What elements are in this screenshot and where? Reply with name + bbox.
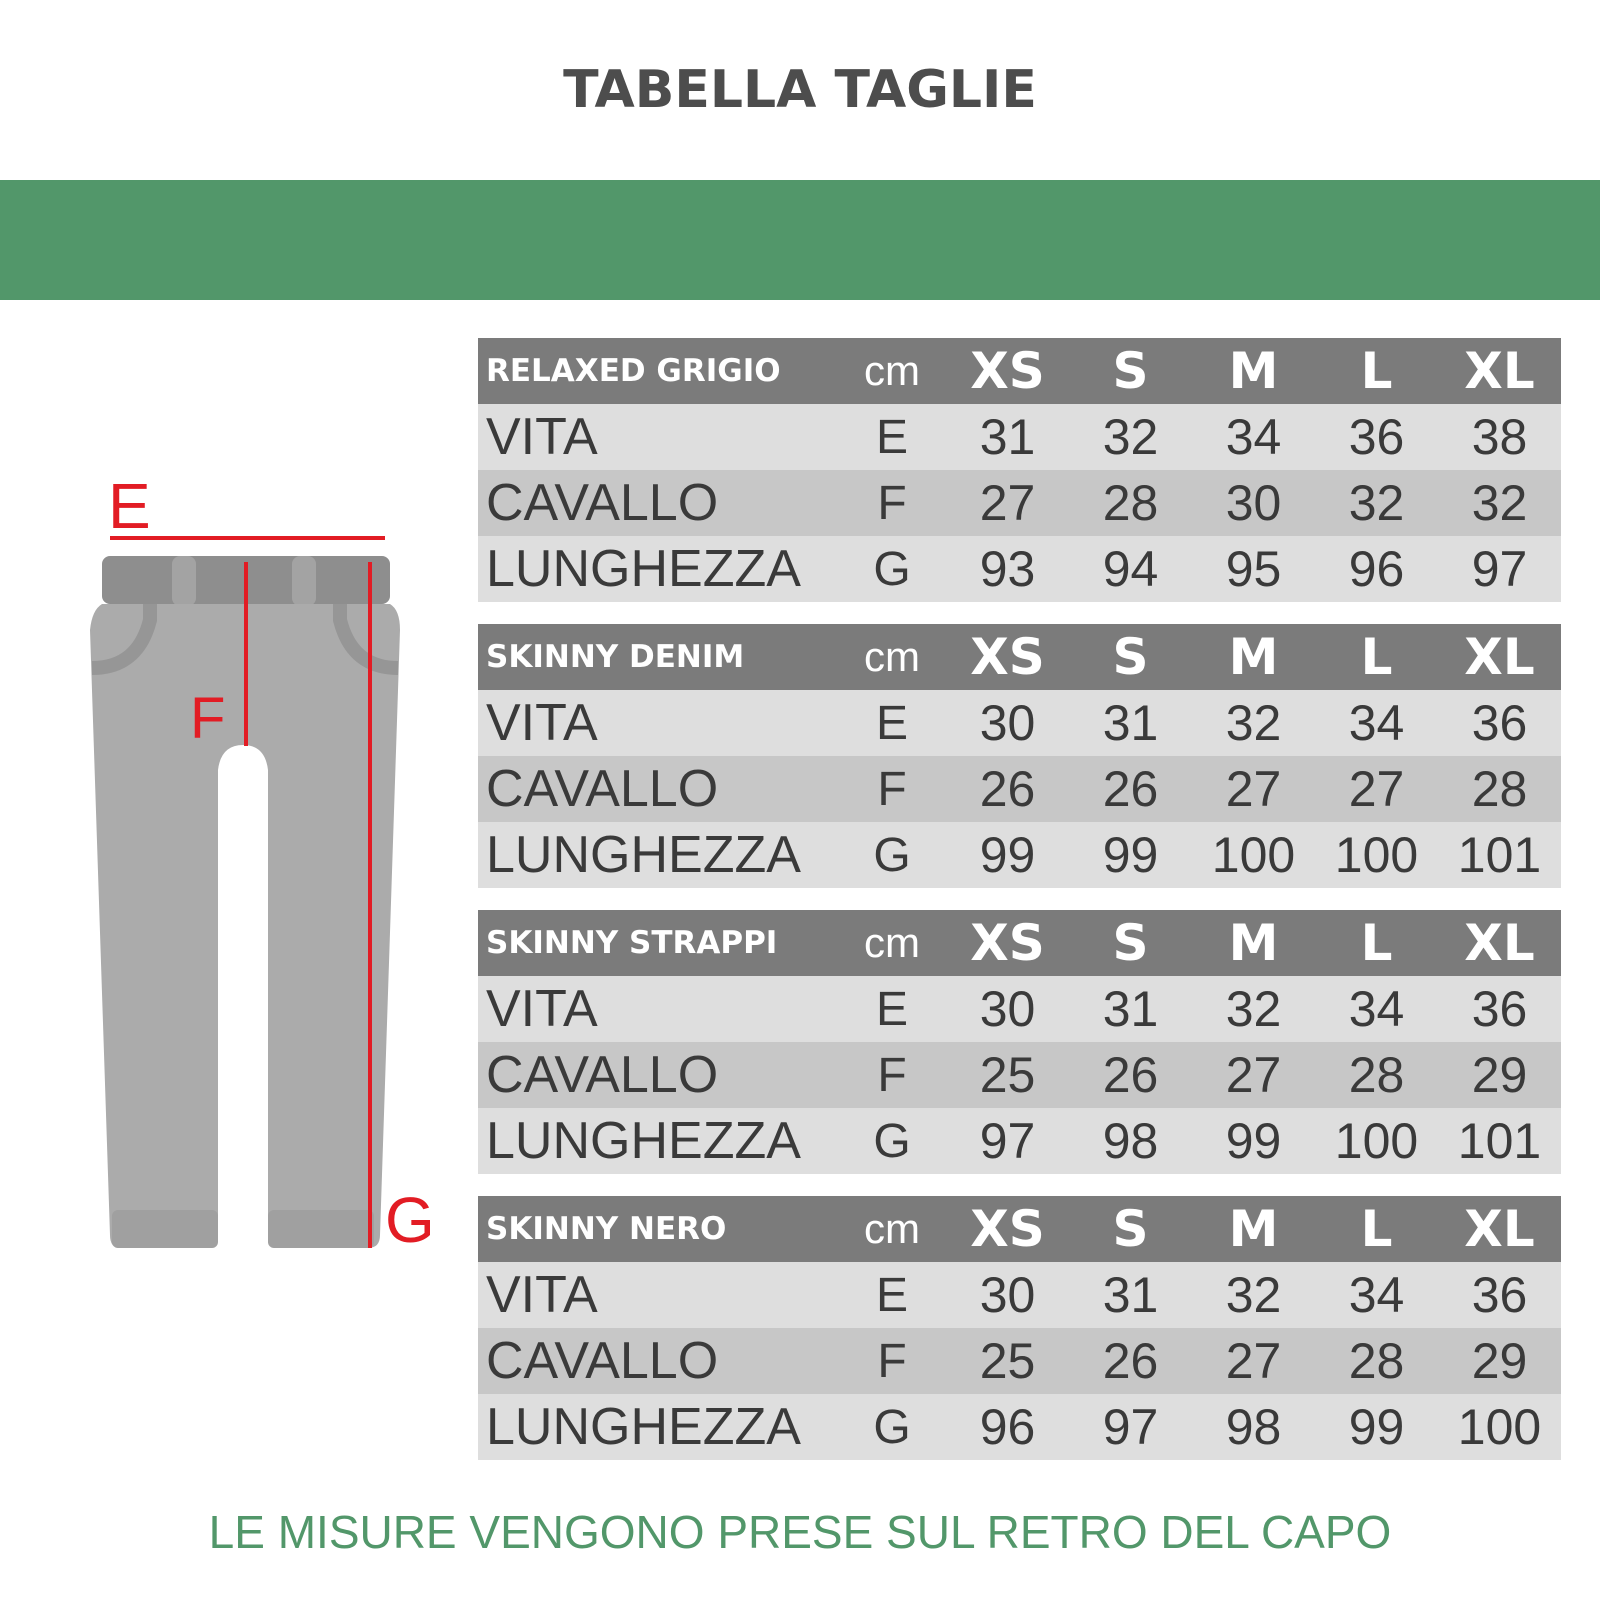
measure-value: 26	[1102, 1047, 1159, 1103]
measure-value: 27	[1225, 1047, 1282, 1103]
measure-value: 34	[1225, 409, 1282, 465]
measure-value: 100	[1334, 827, 1419, 883]
size-label: L	[1360, 628, 1393, 686]
measure-code: E	[875, 410, 908, 464]
unit-label: cm	[864, 1205, 920, 1252]
size-label: L	[1360, 342, 1393, 400]
size-label: XL	[1464, 914, 1535, 972]
table-title: SKINNY DENIM	[486, 639, 745, 675]
measure-label: CAVALLO	[486, 1332, 719, 1390]
measure-value: 30	[979, 981, 1036, 1037]
table-row	[478, 1328, 1561, 1394]
measure-value: 95	[1225, 541, 1282, 597]
measure-value: 32	[1225, 695, 1282, 751]
measure-code: F	[877, 476, 907, 530]
measure-value: 32	[1348, 475, 1405, 531]
measure-value: 97	[979, 1113, 1036, 1169]
measure-value: 97	[1471, 541, 1528, 597]
measure-value: 26	[1102, 1333, 1159, 1389]
size-label: XL	[1464, 342, 1535, 400]
size-label: M	[1228, 628, 1279, 686]
size-label: M	[1228, 914, 1279, 972]
measure-value: 32	[1102, 409, 1159, 465]
size-table	[478, 1196, 1561, 1460]
unit-label: cm	[864, 919, 920, 966]
measure-value: 29	[1471, 1047, 1528, 1103]
measure-label: LUNGHEZZA	[486, 1112, 801, 1170]
label-g: G	[385, 1184, 435, 1256]
measure-value: 29	[1471, 1333, 1528, 1389]
measure-value: 27	[1225, 761, 1282, 817]
measure-value: 93	[979, 541, 1036, 597]
measure-value: 100	[1211, 827, 1296, 883]
size-label: XS	[970, 914, 1045, 972]
measure-code: E	[875, 982, 908, 1036]
measure-value: 98	[1225, 1399, 1282, 1455]
measure-value: 31	[1102, 1267, 1159, 1323]
hem-left	[112, 1210, 218, 1248]
measure-label: VITA	[486, 408, 598, 466]
size-label: M	[1228, 1200, 1279, 1258]
measure-value: 99	[1102, 827, 1159, 883]
measure-value: 94	[1102, 541, 1159, 597]
measure-label: CAVALLO	[486, 1046, 719, 1104]
table-row	[478, 404, 1561, 470]
size-label: M	[1228, 342, 1279, 400]
measure-label: CAVALLO	[486, 760, 719, 818]
trousers-diagram	[80, 470, 460, 1290]
table-row	[478, 1262, 1561, 1328]
measure-value: 100	[1334, 1113, 1419, 1169]
table-row	[478, 690, 1561, 756]
size-label: L	[1360, 914, 1393, 972]
measure-code: E	[875, 1268, 908, 1322]
size-label: XS	[970, 628, 1045, 686]
measure-label: CAVALLO	[486, 474, 719, 532]
measure-value: 27	[1225, 1333, 1282, 1389]
measure-value: 32	[1471, 475, 1528, 531]
belt-loop-right	[292, 556, 316, 606]
measure-value: 26	[979, 761, 1036, 817]
unit-label: cm	[864, 633, 920, 680]
table-title: SKINNY STRAPPI	[486, 925, 778, 961]
size-label: XL	[1464, 628, 1535, 686]
size-label: XS	[970, 342, 1045, 400]
measure-value: 98	[1102, 1113, 1159, 1169]
measure-value: 34	[1348, 695, 1405, 751]
measure-label: LUNGHEZZA	[486, 826, 801, 884]
measure-label: LUNGHEZZA	[486, 540, 801, 598]
measure-value: 99	[1225, 1113, 1282, 1169]
size-label: S	[1112, 914, 1149, 972]
measure-value: 28	[1348, 1047, 1405, 1103]
measure-value: 36	[1348, 409, 1405, 465]
measure-value: 101	[1457, 1113, 1542, 1169]
measure-code: G	[873, 1400, 911, 1454]
table-row	[478, 1394, 1561, 1460]
measure-value: 28	[1471, 761, 1528, 817]
measure-value: 34	[1348, 1267, 1405, 1323]
size-label: XS	[970, 1200, 1045, 1258]
table-row	[478, 470, 1561, 536]
table-row	[478, 1108, 1561, 1174]
measure-label: VITA	[486, 980, 598, 1038]
measure-label: VITA	[486, 694, 598, 752]
measure-value: 31	[1102, 981, 1159, 1037]
measure-value: 28	[1348, 1333, 1405, 1389]
measure-value: 99	[1348, 1399, 1405, 1455]
measurement-note: LE MISURE VENGONO PRESE SUL RETRO DEL CAPO	[208, 1506, 1392, 1558]
measure-value: 100	[1457, 1399, 1542, 1455]
size-label: XL	[1464, 1200, 1535, 1258]
measure-code: G	[873, 1114, 911, 1168]
label-f: F	[190, 686, 226, 751]
measure-value: 99	[979, 827, 1036, 883]
label-e: E	[108, 470, 151, 542]
measure-value: 38	[1471, 409, 1528, 465]
measure-value: 27	[1348, 761, 1405, 817]
unit-label: cm	[864, 347, 920, 394]
measure-value: 96	[979, 1399, 1036, 1455]
table-header-row	[478, 338, 1561, 404]
table-row	[478, 756, 1561, 822]
measure-value: 34	[1348, 981, 1405, 1037]
measure-label: VITA	[486, 1266, 598, 1324]
measure-value: 32	[1225, 1267, 1282, 1323]
measure-value: 25	[979, 1047, 1036, 1103]
hem-right	[268, 1210, 374, 1248]
measure-code: G	[873, 542, 911, 596]
measure-value: 25	[979, 1333, 1036, 1389]
table-row	[478, 1042, 1561, 1108]
measure-value: 30	[979, 1267, 1036, 1323]
measure-value: 30	[1225, 475, 1282, 531]
measure-value: 36	[1471, 1267, 1528, 1323]
measure-code: G	[873, 828, 911, 882]
table-row	[478, 536, 1561, 602]
table-row	[478, 976, 1561, 1042]
measure-value: 96	[1348, 541, 1405, 597]
size-table	[478, 624, 1561, 888]
table-title: SKINNY NERO	[486, 1211, 727, 1247]
measure-value: 31	[1102, 695, 1159, 751]
size-tables	[478, 338, 1561, 1482]
belt-loop-left	[172, 556, 196, 606]
table-header-row	[478, 1196, 1561, 1262]
measure-value: 27	[979, 475, 1036, 531]
measure-value: 101	[1457, 827, 1542, 883]
measure-code: F	[877, 762, 907, 816]
size-label: S	[1112, 342, 1149, 400]
table-header-row	[478, 910, 1561, 976]
size-label: S	[1112, 628, 1149, 686]
measure-value: 97	[1102, 1399, 1159, 1455]
measure-code: F	[877, 1048, 907, 1102]
table-title: RELAXED GRIGIO	[486, 353, 781, 389]
table-header-row	[478, 624, 1561, 690]
measure-value: 31	[979, 409, 1036, 465]
page-title: TABELLA TAGLIE	[563, 60, 1037, 120]
size-label: L	[1360, 1200, 1393, 1258]
measure-code: E	[875, 696, 908, 750]
measure-value: 36	[1471, 695, 1528, 751]
table-row	[478, 822, 1561, 888]
measure-label: LUNGHEZZA	[486, 1398, 801, 1456]
green-band	[0, 180, 1600, 300]
size-label: S	[1112, 1200, 1149, 1258]
size-table	[478, 910, 1561, 1174]
measure-value: 26	[1102, 761, 1159, 817]
measure-value: 32	[1225, 981, 1282, 1037]
measure-code: F	[877, 1334, 907, 1388]
measure-value: 36	[1471, 981, 1528, 1037]
trousers-svg	[80, 470, 460, 1290]
measure-value: 28	[1102, 475, 1159, 531]
measure-value: 30	[979, 695, 1036, 751]
size-table	[478, 338, 1561, 602]
